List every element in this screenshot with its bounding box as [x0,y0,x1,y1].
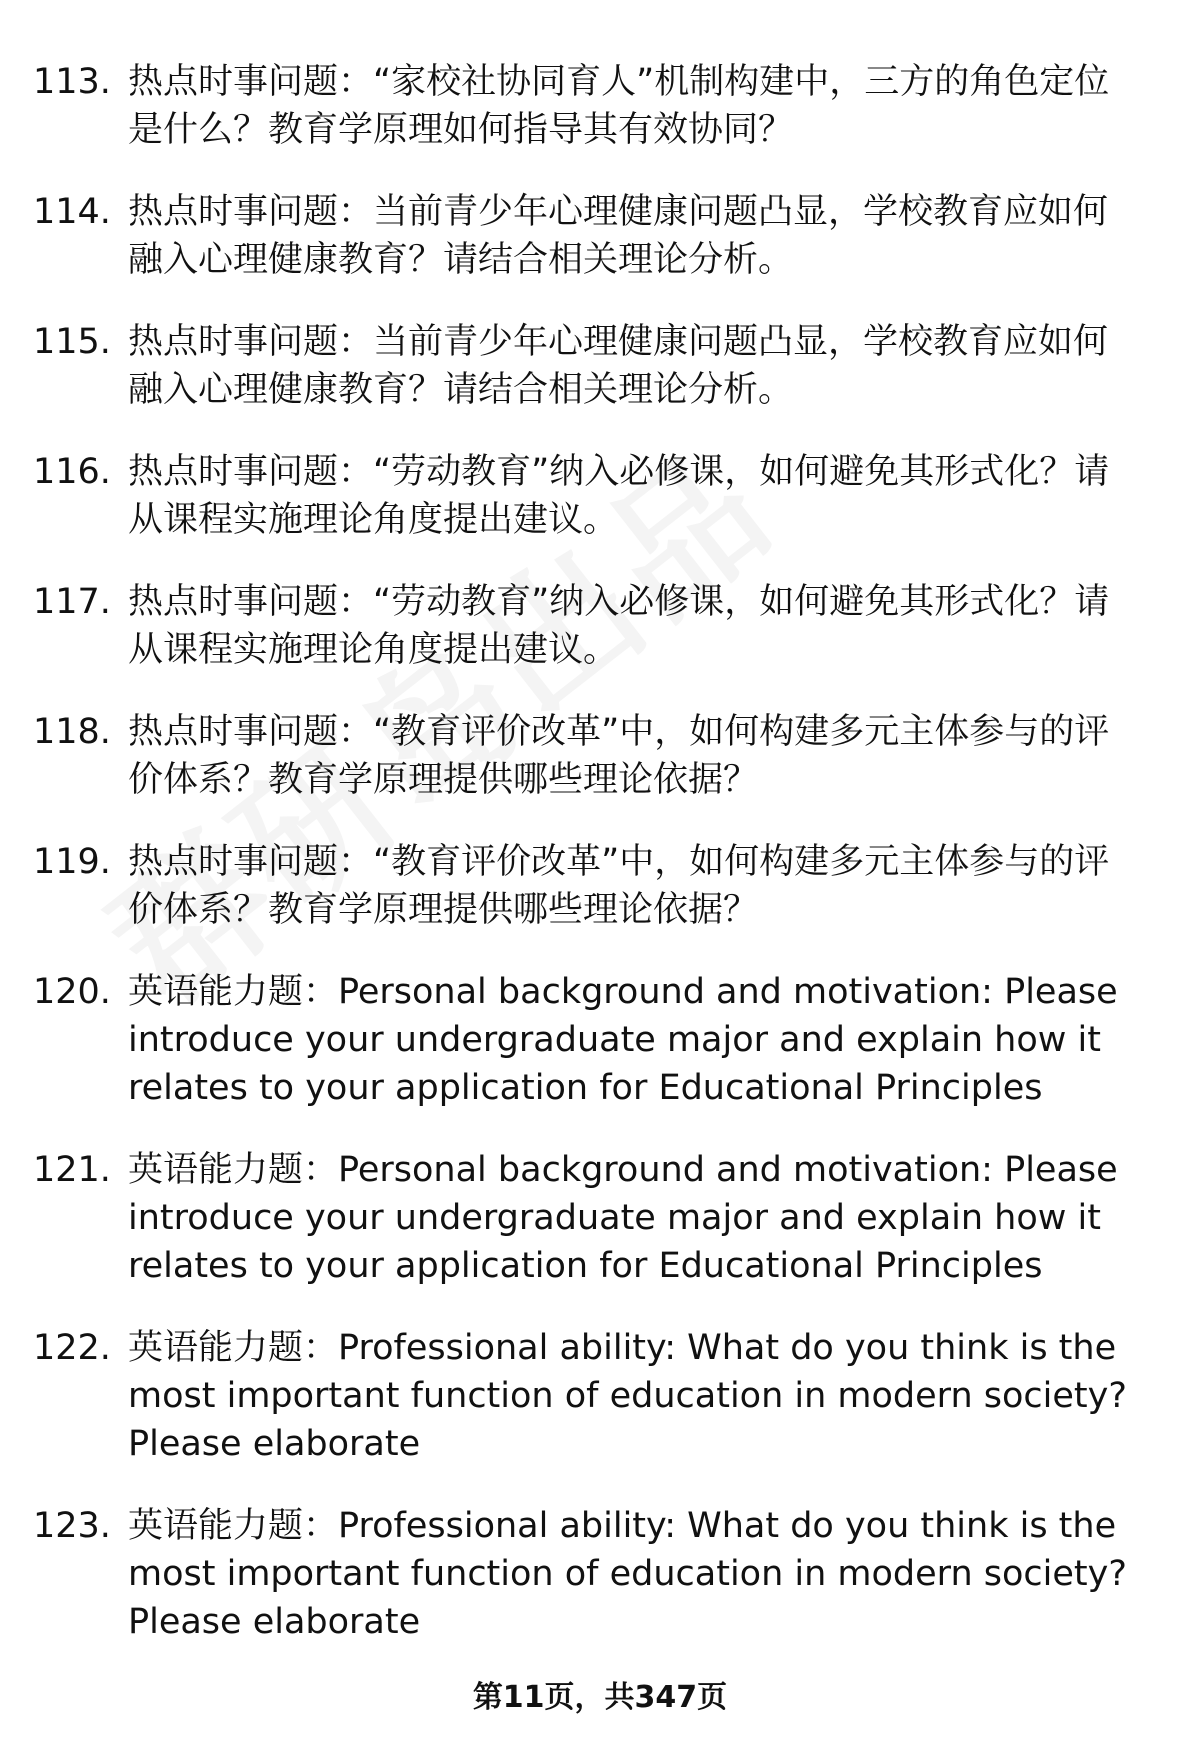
question-item [0,578,1200,674]
question-number: 123. [33,1506,111,1546]
question-text: 热点时事问题：“劳动教育”纳入必修课，如何避免其形式化？请从课程实施理论角度提出建议。 [128,452,1110,540]
question-text: 热点时事问题：“家校社协同育人”机制构建中，三方的角色定位是什么？教育学原理如何指导其有效协同？ [128,62,1110,150]
question-item [0,708,1200,804]
question-number: 119. [33,842,111,882]
question-number: 114. [33,192,111,232]
question-item [0,188,1200,284]
question-list [0,58,1200,1680]
question-item [0,968,1200,1112]
question-item [0,448,1200,544]
question-text: 热点时事问题：“劳动教育”纳入必修课，如何避免其形式化？请从课程实施理论角度提出建议。 [128,582,1110,670]
question-number: 118. [33,712,111,752]
question-item [0,58,1200,154]
question-number: 116. [33,452,111,492]
question-number: 117. [33,582,111,622]
question-text: 英语能力题：Personal background and motivation: Please introduce your undergraduate major and explain how it relates to your application for Educational Principles [128,1150,1118,1286]
question-item [0,1502,1200,1646]
question-text: 热点时事问题：“教育评价改革”中，如何构建多元主体参与的评价体系？教育学原理提供哪些理论依据？ [128,842,1110,930]
question-item [0,318,1200,414]
page-footer: 第11页，共347页 [472,1680,728,1715]
question-number: 122. [33,1328,111,1368]
question-number: 115. [33,322,111,362]
question-number: 120. [33,972,111,1012]
question-number: 113. [33,62,111,102]
question-text: 热点时事问题：当前青少年心理健康问题凸显，学校教育应如何融入心理健康教育？请结合相关理论分析。 [128,192,1109,280]
question-item [0,838,1200,934]
question-text: 英语能力题：Professional ability: What do you think is the most important function of education in modern society? Please elaborate [128,1328,1127,1464]
question-item [0,1146,1200,1290]
question-text: 热点时事问题：当前青少年心理健康问题凸显，学校教育应如何融入心理健康教育？请结合相关理论分析。 [128,322,1109,410]
question-item [0,1324,1200,1468]
question-number: 121. [33,1150,111,1190]
question-text: 英语能力题：Personal background and motivation: Please introduce your undergraduate major and explain how it relates to your application for Educational Principles [128,972,1118,1108]
question-text: 英语能力题：Professional ability: What do you think is the most important function of education in modern society? Please elaborate [128,1506,1127,1642]
question-text: 热点时事问题：“教育评价改革”中，如何构建多元主体参与的评价体系？教育学原理提供哪些理论依据？ [128,712,1110,800]
